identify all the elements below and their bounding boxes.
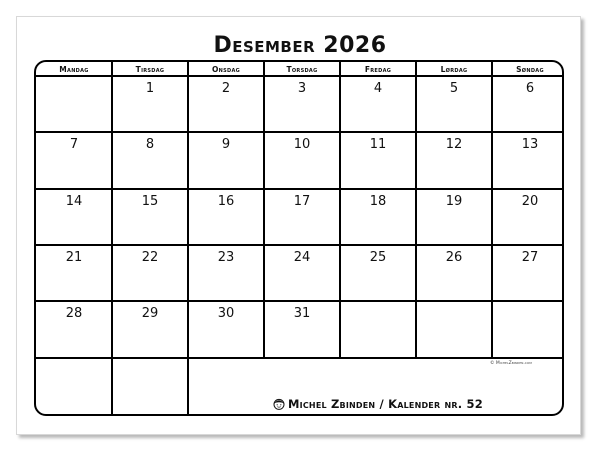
- weekday-header: Mandag: [59, 65, 89, 74]
- day-number: 7: [69, 137, 79, 153]
- day-cell: [492, 190, 568, 244]
- day-cell: [416, 246, 492, 300]
- copyright-credit: © MichelZbinden.com: [490, 361, 532, 366]
- day-cell: [416, 302, 492, 356]
- day-cell: [416, 77, 492, 131]
- day-cell: [492, 246, 568, 300]
- day-number: 18: [369, 193, 387, 209]
- day-number: 8: [145, 137, 155, 153]
- day-number: 14: [65, 193, 83, 209]
- day-number: 29: [141, 306, 159, 322]
- day-cell: [340, 133, 416, 187]
- day-cell: [112, 190, 188, 244]
- day-cell: [492, 302, 568, 356]
- day-cell: [188, 246, 264, 300]
- day-cell: [188, 133, 264, 187]
- day-cell: [416, 190, 492, 244]
- day-cell: [492, 77, 568, 131]
- day-cell: [264, 77, 340, 131]
- day-number: 1: [145, 81, 155, 96]
- day-cell: [416, 133, 492, 187]
- day-cell: [340, 77, 416, 131]
- day-cell: [264, 246, 340, 300]
- day-number: 23: [217, 249, 235, 265]
- day-number: 6: [525, 81, 535, 96]
- day-number: 3: [297, 81, 307, 96]
- day-number: 11: [369, 137, 387, 153]
- day-number: 27: [521, 249, 539, 265]
- day-cell: [36, 190, 112, 244]
- footer-text: Michel Zbinden / Kalender nr. 52: [288, 397, 483, 411]
- day-number: 19: [445, 193, 463, 209]
- day-cell: [188, 302, 264, 356]
- weekday-header: Torsdag: [286, 65, 318, 74]
- day-number: 17: [293, 193, 311, 209]
- day-cell: [340, 302, 416, 356]
- notes-cell: [112, 359, 188, 411]
- day-number: 20: [521, 193, 539, 209]
- day-number: 15: [141, 193, 159, 209]
- day-cell: [340, 246, 416, 300]
- day-cell: [36, 77, 112, 131]
- day-number: 9: [221, 137, 231, 153]
- day-cell: [112, 246, 188, 300]
- day-cell: [340, 190, 416, 244]
- day-cell: [36, 246, 112, 300]
- weekday-header: Tirsdag: [135, 65, 165, 74]
- day-number: 31: [293, 306, 311, 322]
- day-cell: [264, 190, 340, 244]
- day-number: 30: [217, 306, 235, 322]
- day-cell: [36, 133, 112, 187]
- weekday-header: Lørdag: [440, 65, 468, 74]
- calendar-grid: [34, 60, 564, 416]
- day-cell: [112, 302, 188, 356]
- day-number: 4: [373, 81, 383, 96]
- calendar-title: Desember 2026: [213, 33, 387, 58]
- day-cell: [112, 77, 188, 131]
- day-number: 16: [217, 193, 235, 209]
- day-number: 28: [65, 306, 83, 322]
- day-number: 22: [141, 249, 159, 265]
- weekday-header: Onsdag: [211, 65, 241, 74]
- day-number: 21: [65, 249, 83, 265]
- day-number: 12: [445, 137, 463, 153]
- weekday-header: Fredag: [364, 65, 392, 74]
- day-cell: [188, 77, 264, 131]
- day-number: 26: [445, 249, 463, 265]
- day-cell: [112, 133, 188, 187]
- day-cell: [492, 133, 568, 187]
- day-number: 13: [521, 137, 539, 153]
- notes-cell: [36, 359, 112, 411]
- weekday-header: Søndag: [516, 65, 544, 74]
- day-cell: [264, 133, 340, 187]
- calendar-footer: [186, 397, 570, 411]
- day-number: 25: [369, 249, 387, 265]
- day-number: 2: [221, 81, 231, 96]
- day-cell: [264, 302, 340, 356]
- day-cell: [36, 302, 112, 356]
- day-number: 10: [293, 137, 311, 153]
- day-cell: [188, 190, 264, 244]
- day-number: 24: [293, 249, 311, 265]
- face-icon: [273, 398, 285, 410]
- day-number: 5: [449, 81, 459, 96]
